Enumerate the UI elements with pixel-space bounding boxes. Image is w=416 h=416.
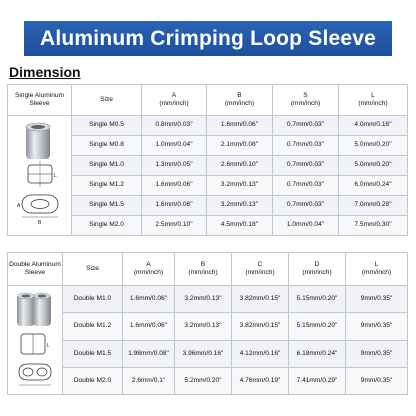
svg-text:L: L — [53, 172, 57, 179]
cell-c: 4.76mm/0.19" — [232, 367, 289, 394]
cell-a: 2.6mm/0.1" — [123, 367, 175, 394]
header-label: C — [257, 260, 263, 268]
header-unit: (mm/inch) — [290, 100, 321, 107]
header-l — [346, 253, 408, 286]
svg-text:L: L — [47, 343, 50, 349]
cell-l: 5.0mm/0.20" — [339, 136, 408, 156]
header-unit: (mm/inch) — [224, 100, 255, 107]
cell-c: 3.82mm/0.15" — [232, 313, 289, 340]
table-row — [8, 116, 408, 136]
table-row — [8, 313, 408, 340]
double-sleeve-image — [8, 286, 63, 395]
svg-text:B: B — [37, 219, 41, 226]
header-size — [72, 85, 142, 116]
cell-s: 0.7mm/0.03" — [273, 136, 339, 156]
cell-d: 6.18mm/0.24" — [289, 340, 346, 367]
cell-l: 5.0mm/0.20" — [339, 156, 408, 176]
cell-size: Single M1.0 — [72, 156, 142, 176]
cell-s: 1.0mm/0.04" — [273, 216, 339, 236]
cell-size: Double M1.5 — [63, 340, 123, 367]
cell-a: 1.6mm/0.06" — [142, 176, 207, 196]
header-label: B — [200, 260, 206, 268]
cell-b: 4.5mm/0.18" — [207, 216, 273, 236]
double-sleeve-photo-icon — [13, 288, 57, 392]
header-label: L — [371, 91, 375, 99]
cell-b: 2.6mm/0.10" — [207, 156, 273, 176]
cell-l: 9mm/0.35" — [346, 340, 408, 367]
cell-size: Single M1.2 — [72, 176, 142, 196]
header-label: L — [374, 260, 379, 268]
header-label: Size — [100, 95, 113, 103]
banner-title: Aluminum Crimping Loop Sleeve — [24, 21, 392, 56]
header-unit: (mm/inch) — [159, 100, 189, 107]
header-label: S — [303, 91, 308, 99]
cell-d: 5.15mm/0.20" — [289, 286, 346, 313]
cell-size: Double M2.0 — [63, 367, 123, 394]
header-label: A — [171, 91, 177, 99]
cell-a: 1.0mm/0.04" — [142, 136, 207, 156]
table-header-row — [8, 85, 408, 116]
cell-a: 1.3mm/0.05" — [142, 156, 207, 176]
cell-b: 3.2mm/0.13" — [175, 286, 232, 313]
header-unit: (mm/inch) — [358, 100, 388, 107]
cell-l: 9mm/0.35" — [346, 286, 408, 313]
header-b — [207, 85, 273, 116]
table-row — [8, 367, 408, 394]
single-sleeve-corner-label: Single Aluminum Sleeve — [8, 85, 72, 116]
header-d — [289, 253, 346, 286]
header-label: A — [146, 260, 151, 268]
header-a — [142, 85, 207, 116]
header-c — [232, 253, 289, 286]
cell-s: 0.7mm/0.03" — [273, 196, 339, 216]
double-sleeve-table — [7, 252, 408, 395]
cell-size: Double M1.0 — [63, 286, 123, 313]
single-sleeve-photo-icon — [16, 121, 64, 231]
cell-l: 7.5mm/0.30" — [339, 216, 408, 236]
cell-size: Single M2.0 — [72, 216, 142, 236]
cell-a: 2.5mm/0.10" — [142, 216, 207, 236]
header-size — [63, 253, 123, 286]
cell-s: 0.7mm/0.03" — [273, 156, 339, 176]
cell-b: 5.2mm/0.20" — [175, 367, 232, 394]
cell-size: Single M1.5 — [72, 196, 142, 216]
cell-b: 3.96mm/0.16" — [175, 340, 232, 367]
cell-c: 4.12mm/0.16" — [232, 340, 289, 367]
cell-b: 1.6mm/0.06" — [207, 116, 273, 136]
cell-b: 3.2mm/0.13" — [207, 196, 273, 216]
header-b — [175, 253, 232, 286]
cell-l: 6.0mm/0.24" — [339, 176, 408, 196]
cell-b: 3.2mm/0.13" — [175, 313, 232, 340]
header-label: B — [237, 91, 242, 99]
cell-s: 0.7mm/0.03" — [273, 116, 339, 136]
header-unit: (mm/inch) — [245, 269, 275, 276]
cell-l: 4.0mm/0.16" — [339, 116, 408, 136]
table-row — [8, 286, 408, 313]
svg-text:A: A — [16, 202, 20, 209]
header-label: D — [314, 260, 320, 268]
header-unit: (mm/inch) — [133, 269, 164, 276]
header-unit: (mm/inch) — [188, 269, 218, 276]
header-unit: (mm/inch) — [302, 269, 332, 276]
table-row — [8, 340, 408, 367]
header-label: Size — [86, 264, 99, 272]
cell-c: 3.82mm/0.15" — [232, 286, 289, 313]
cell-a: 0.8mm/0.03" — [142, 116, 207, 136]
cell-size: Single M0.8 — [72, 136, 142, 156]
header-s — [273, 85, 339, 116]
cell-b: 3.2mm/0.13" — [207, 176, 273, 196]
table-header-row — [8, 253, 408, 286]
cell-a: 1.6mm/0.06" — [142, 196, 207, 216]
single-sleeve-image — [8, 116, 72, 236]
cell-a: 1.98mm/0.08" — [123, 340, 175, 367]
cell-d: 7.41mm/0.29" — [289, 367, 346, 394]
cell-l: 9mm/0.35" — [346, 367, 408, 394]
header-unit: (mm/inch) — [361, 269, 392, 276]
cell-size: Single M0.5 — [72, 116, 142, 136]
cell-size: Double M1.2 — [63, 313, 123, 340]
single-sleeve-table — [7, 84, 408, 236]
cell-d: 5.15mm/0.20" — [289, 313, 346, 340]
cell-s: 0.7mm/0.03" — [273, 176, 339, 196]
header-a — [123, 253, 175, 286]
double-sleeve-corner-label: Double Aluminum Sleeve — [8, 253, 63, 286]
cell-l: 7.0mm/0.28" — [339, 196, 408, 216]
section-title-dimension: Dimension — [9, 64, 81, 80]
cell-l: 9mm/0.35" — [346, 313, 408, 340]
cell-a: 1.6mm/0.06" — [123, 313, 175, 340]
cell-a: 1.6mm/0.06" — [123, 286, 175, 313]
header-l — [339, 85, 408, 116]
cell-b: 2.1mm/0.08" — [207, 136, 273, 156]
